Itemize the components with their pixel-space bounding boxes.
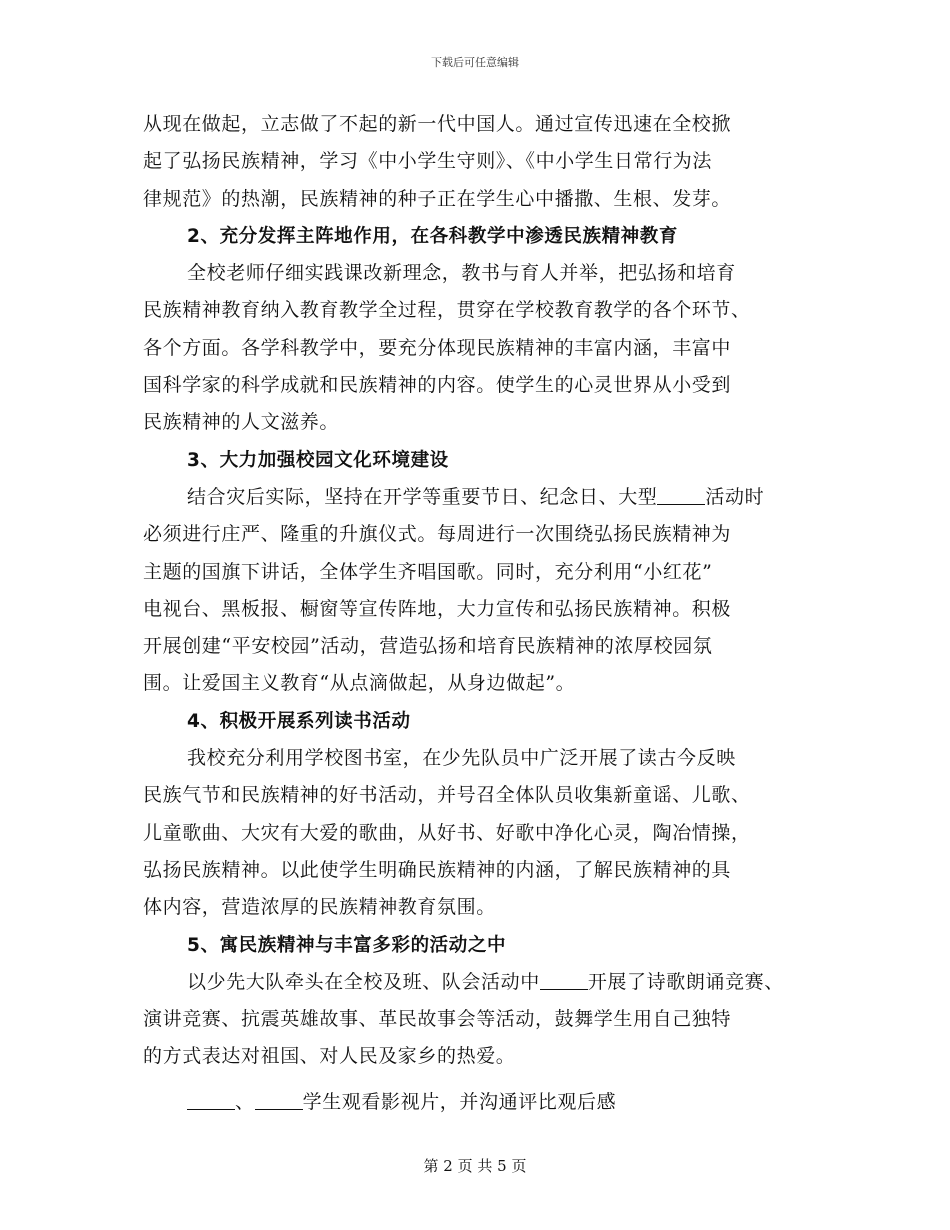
paragraph-line: 我校充分利用学校图书室，在少先队员中广泛开展了读古今反映 — [187, 747, 736, 770]
text-segment: 、 — [235, 1090, 255, 1113]
paragraph-line: 民族精神的人文滋养。 — [143, 411, 340, 434]
paragraph-line — [143, 479, 833, 516]
section-heading-2: 2、充分发挥主阵地作用，在各科教学中渗透民族精神教育 — [187, 225, 678, 247]
fill-blank — [540, 971, 588, 990]
text-segment: 学生观看影视片，并沟通评比观后感 — [302, 1090, 617, 1113]
paragraph-line: 全校老师仔细实践课改新理念，教书与育人并举，把弘扬和培育 — [187, 262, 736, 285]
text-segment: 活动时 — [705, 485, 765, 508]
page-footer: 第 2 页 共 5 页 — [423, 1157, 527, 1175]
paragraph-line: 演讲竞赛、抗震英雄故事、革民故事会等活动，鼓舞学生用自己独特 — [143, 1008, 732, 1031]
fill-blank — [255, 1091, 303, 1110]
paragraph-line: 开展创建“平安校园”活动，营造弘扬和培育民族精神的浓厚校园氛 — [143, 635, 713, 658]
text-segment: 结合灾后实际，坚持在开学等重要节日、纪念日、大型 — [187, 485, 658, 508]
paragraph-line: 儿童歌曲、大灾有大爱的歌曲，从好书、好歌中净化心灵，陶冶情操， — [143, 821, 751, 844]
section-heading-4: 4、积极开展系列读书活动 — [187, 710, 411, 732]
paragraph-line: 弘扬民族精神。以此使学生明确民族精神的内涵，了解民族精神的具 — [143, 858, 732, 881]
paragraph-line: 电视台、黑板报、橱窗等宣传阵地，大力宣传和弘扬民族精神。积极 — [143, 597, 732, 620]
section-heading-3: 3、大力加强校园文化环境建设 — [187, 449, 449, 471]
paragraph-line: 起了弘扬民族精神，学习《中小学生守则》、《中小学生日常行为法 — [143, 150, 713, 173]
fill-blank — [187, 1091, 235, 1110]
paragraph-line — [143, 1084, 833, 1121]
fill-blank — [657, 486, 705, 505]
paragraph-line: 体内容，营造浓厚的民族精神教育氛围。 — [143, 896, 496, 919]
paragraph-line: 必须进行庄严、隆重的升旗仪式。每周进行一次围绕弘扬民族精神为 — [143, 523, 732, 546]
text-segment: 开展了诗歌朗诵竞赛、 — [587, 970, 784, 993]
document-body — [143, 106, 833, 1121]
page-header: 下载后可任意编辑 — [431, 56, 519, 69]
paragraph-line: 各个方面。各学科教学中，要充分体现民族精神的丰富内涵，丰富中 — [143, 336, 732, 359]
paragraph-line: 国科学家的科学成就和民族精神的内容。使学生的心灵世界从小受到 — [143, 374, 732, 397]
text-segment: 以少先大队牵头在全校及班、队会活动中 — [187, 970, 540, 993]
paragraph-line: 的方式表达对祖国、对人民及家乡的热爱。 — [143, 1045, 516, 1068]
paragraph-line: 民族气节和民族精神的好书活动，并号召全体队员收集新童谣、儿歌、 — [143, 784, 751, 807]
paragraph-line: 民族精神教育纳入教育教学全过程，贯穿在学校教育教学的各个环节、 — [143, 299, 751, 322]
paragraph-line: 围。让爱国主义教育“从点滴做起，从身边做起”。 — [143, 672, 576, 695]
paragraph-line: 主题的国旗下讲话，全体学生齐唱国歌。同时，充分利用“小红花” — [143, 560, 713, 583]
section-heading-5: 5、寓民族精神与丰富多彩的活动之中 — [187, 934, 507, 956]
paragraph-line: 从现在做起，立志做了不起的新一代中国人。通过宣传迅速在全校掀 — [143, 113, 732, 135]
paragraph-line — [143, 964, 833, 1001]
paragraph-line: 律规范》的热潮，民族精神的种子正在学生心中播撒、生根、发芽。 — [143, 187, 732, 210]
